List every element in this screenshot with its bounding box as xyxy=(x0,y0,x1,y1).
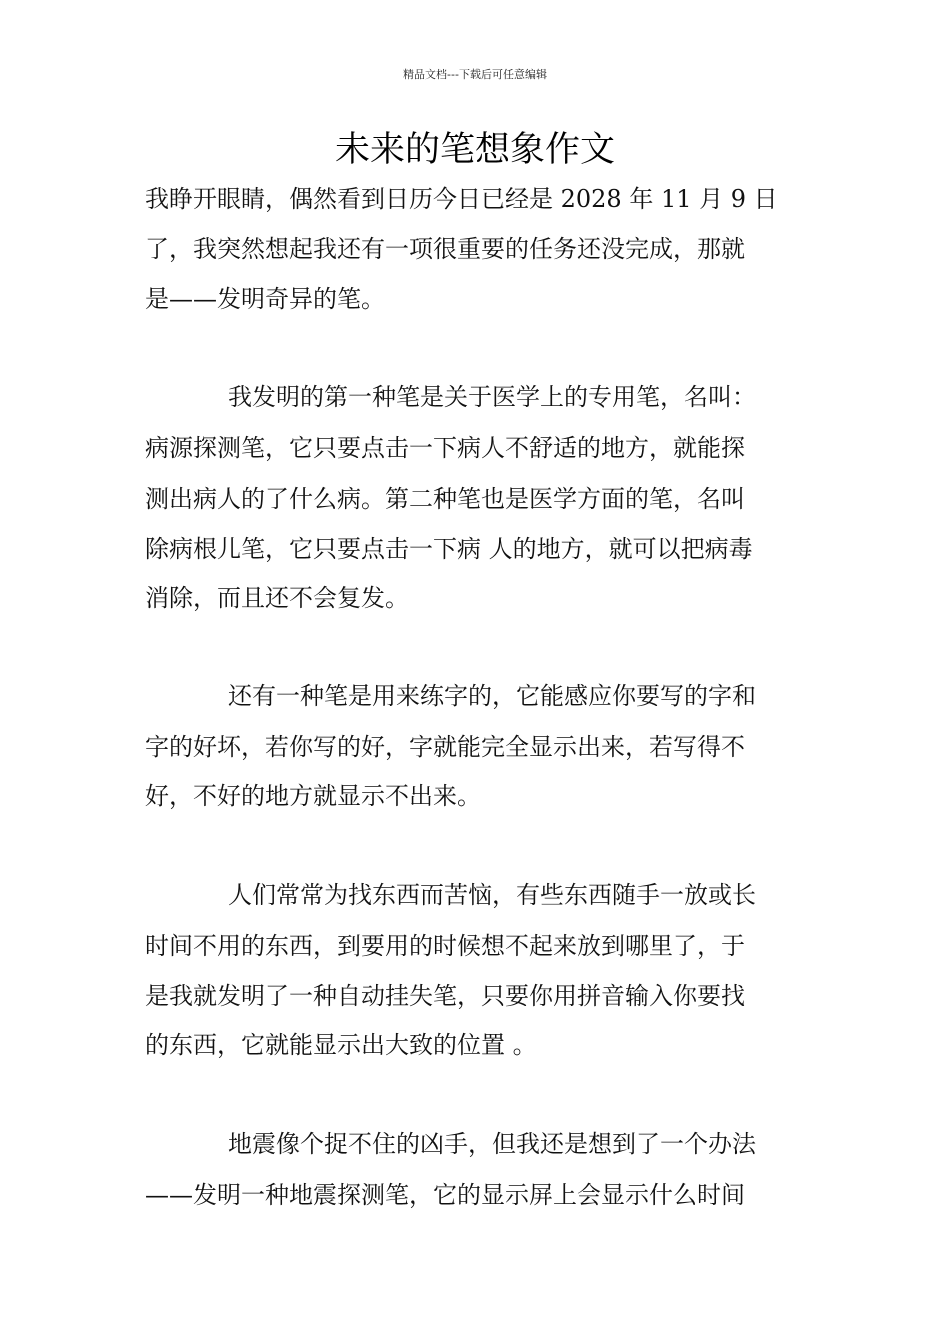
paragraph-line: 是——发明奇异的笔。 xyxy=(145,285,385,313)
paragraph-line: 病源探测笔，它只要点击一下病人不舒适的地方，就能探 xyxy=(145,434,745,462)
paragraph-line: 是我就发明了一种自动挂失笔，只要你用拼音输入你要找 xyxy=(145,982,745,1010)
page-header: 精品文档---下载后可任意编辑 xyxy=(403,68,547,81)
paragraph-line: 我睁开眼睛，偶然看到日历今日已经是 2028 年 11 月 9 日 xyxy=(145,185,778,213)
paragraph-line: 测出病人的了什么病。第二种笔也是医学方面的笔，名叫 xyxy=(145,485,745,513)
paragraph-line: 消除，而且还不会复发。 xyxy=(145,584,409,612)
document-title: 未来的笔想象作文 xyxy=(334,130,615,170)
paragraph-line: ——发明一种地震探测笔，它的显示屏上会显示什么时间 xyxy=(145,1181,745,1209)
paragraph-line: 好，不好的地方就显示不出来。 xyxy=(145,782,481,810)
paragraph-line: 我发明的第一种笔是关于医学上的专用笔，名叫： xyxy=(228,383,756,411)
paragraph-line: 除病根儿笔，它只要点击一下病 人的地方，就可以把病毒 xyxy=(145,535,753,563)
paragraph-line: 地震像个捉不住的凶手，但我还是想到了一个办法 xyxy=(228,1130,756,1158)
paragraph-line: 时间不用的东西，到要用的时候想不起来放到哪里了，于 xyxy=(145,932,745,960)
paragraph-line: 还有一种笔是用来练字的，它能感应你要写的字和 xyxy=(228,682,756,710)
paragraph-line: 了，我突然想起我还有一项很重要的任务还没完成，那就 xyxy=(145,235,745,263)
paragraph-line: 字的好坏，若你写的好，字就能完全显示出来，若写得不 xyxy=(145,733,745,761)
paragraph-line: 的东西，它就能显示出大致的位置 。 xyxy=(145,1031,537,1059)
paragraph-line: 人们常常为找东西而苦恼，有些东西随手一放或长 xyxy=(228,881,756,909)
